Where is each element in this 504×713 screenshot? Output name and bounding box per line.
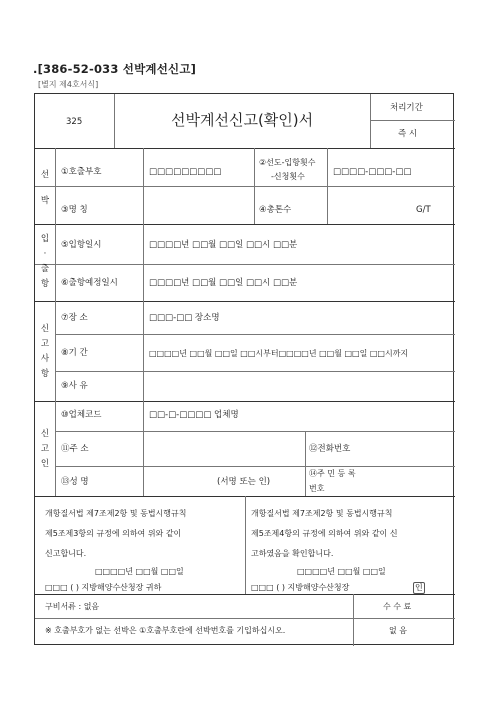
section-applicant-3: 인 — [40, 459, 50, 469]
fee-value: 없 음 — [389, 626, 407, 635]
exit-datetime-value[interactable]: □□□□년 □□월 □□일 □□시 □□분 — [149, 278, 298, 288]
official-seal: 인 — [415, 583, 423, 592]
form-title: 선박계선신고(확인)서 — [171, 111, 314, 129]
place-value[interactable]: □□□-□□ 장소명 — [149, 313, 220, 323]
call-sign-label: ①호출부호 — [61, 167, 102, 177]
confirm-statement-2: 제5조제4항의 규정에 의하여 위와 같이 신 — [251, 529, 398, 538]
confirm-signer: □□□ ( ) 지방해양수산청장 — [251, 583, 350, 592]
section-report-2: 고 — [40, 339, 50, 349]
fee-label: 수 수 료 — [383, 602, 412, 611]
report-statement-2: 제5조제3항의 규정에 의하여 위와 같이 — [45, 529, 182, 538]
section-entry-4: 항 — [40, 279, 50, 289]
form-table — [34, 93, 454, 645]
section-entry-3: 출 — [40, 264, 50, 274]
section-vessel-2: 박 — [40, 196, 50, 206]
period-value[interactable]: □□□□년 □□월 □□일 □□시부터□□□□년 □□월 □□일 □□시까지 — [149, 349, 409, 358]
section-report-4: 항 — [40, 369, 50, 379]
report-statement-1: 개항질서법 제7조제2항 및 동법시행규칙 — [45, 509, 187, 518]
processing-period-value: 즉 시 — [398, 129, 418, 139]
entry-datetime-value[interactable]: □□□□년 □□월 □□일 □□시 □□분 — [149, 240, 298, 250]
section-entry-1: 입 — [40, 234, 50, 244]
vessel-name-label: ③명 칭 — [61, 205, 88, 215]
report-addressee: □□□ ( ) 지방해양수산청장 귀하 — [45, 583, 162, 592]
entry-datetime-label: ⑤입항일시 — [61, 240, 102, 250]
place-label: ⑦장 소 — [61, 313, 88, 323]
tonnage-label-1: ②선도-입항횟수 — [259, 158, 316, 167]
section-entry-2: · — [43, 249, 47, 259]
confirm-statement-3: 고하였음을 확인합니다. — [251, 549, 334, 558]
reason-label: ⑨사 유 — [61, 381, 88, 391]
resident-id-label-2: 번호 — [309, 484, 325, 493]
phone-label: ⑫전화번호 — [309, 444, 351, 454]
section-applicant-2: 고 — [40, 444, 50, 454]
tonnage-label-2: -신청횟수 — [271, 172, 305, 181]
form-label: [별지 제4호서식] — [38, 80, 99, 89]
processing-period-label: 처리기간 — [390, 103, 423, 113]
form-number: 325 — [66, 117, 83, 127]
call-sign-value[interactable]: □□□□□□□□□ — [149, 167, 222, 177]
gross-tonnage-label: ④총톤수 — [259, 205, 292, 215]
resident-id-label-1: ⑭주 민 등 록 — [309, 469, 356, 478]
required-documents: 구비서류 : 없음 — [45, 602, 100, 611]
section-report-3: 사 — [40, 354, 50, 364]
report-date[interactable]: □□□□년 □□월 □□일 — [95, 567, 184, 576]
section-report-1: 신 — [40, 324, 50, 334]
applicant-name-label: ⑬성 명 — [61, 477, 89, 487]
section-vessel-1: 선 — [40, 170, 50, 180]
confirm-statement-1: 개항질서법 제7조제2항 및 동법시행규칙 — [251, 509, 393, 518]
period-label: ⑧기 간 — [61, 348, 88, 358]
footer-note: ※ 호출부호가 없는 선박은 ①호출부호란에 선박번호를 기입하십시오. — [45, 626, 286, 635]
confirm-date[interactable]: □□□□년 □□월 □□일 — [297, 567, 386, 576]
company-code-label: ⑩업체코드 — [61, 410, 102, 420]
signature-label: (서명 또는 인) — [217, 477, 271, 487]
exit-datetime-label: ⑥출항예정일시 — [61, 278, 118, 288]
report-statement-3: 신고합니다. — [45, 549, 87, 558]
address-label: ⑪주 소 — [61, 444, 89, 454]
tonnage-value[interactable]: □□□□-□□□-□□ — [333, 167, 412, 177]
company-code-value[interactable]: □□-□-□□□□ 업체명 — [149, 410, 239, 420]
section-applicant-1: 신 — [40, 429, 50, 439]
gross-tonnage-unit: G/T — [416, 205, 431, 215]
document-title: .[386-52-033 선박계선신고] — [33, 62, 197, 76]
